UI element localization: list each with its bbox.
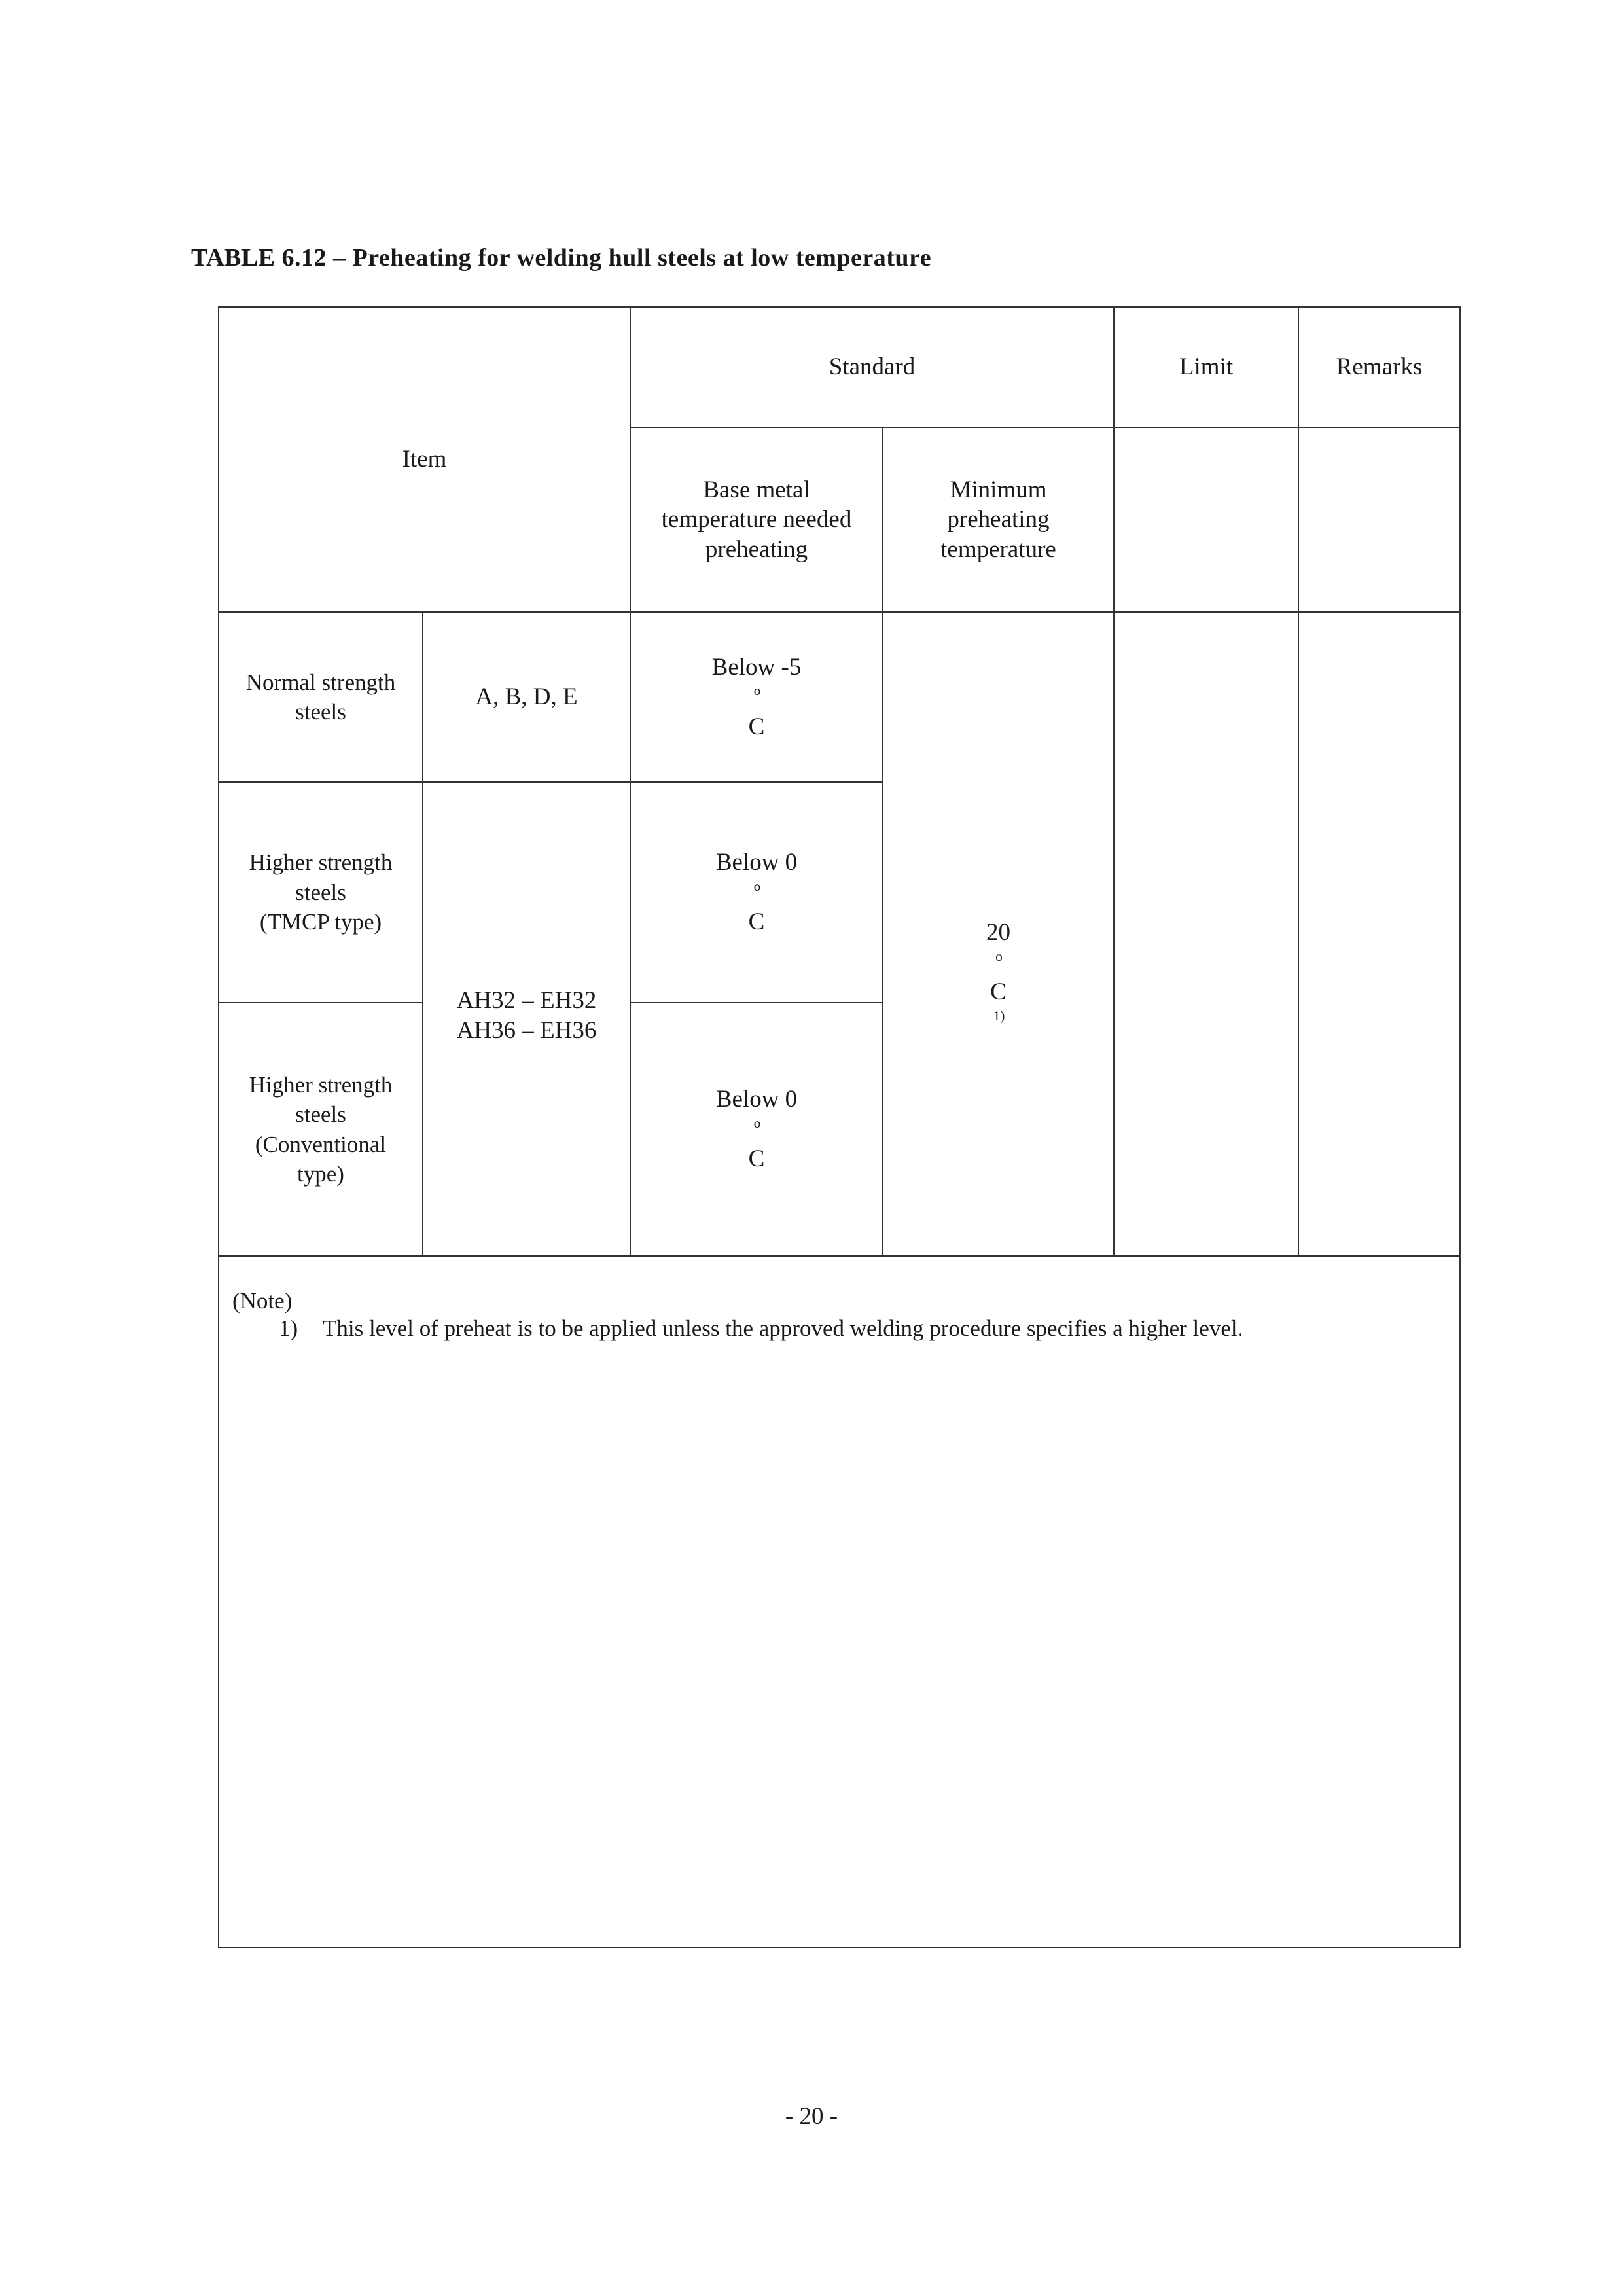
header-base-metal-temperature: Base metal temperature needed preheating — [661, 476, 852, 563]
row-conventional-base-temp: Below 0 $^o$ C — [715, 1086, 798, 1173]
rule-col-remarks — [1298, 306, 1299, 1256]
rule-table-body-bottom — [218, 1255, 1459, 1257]
header-item: Item — [402, 446, 447, 473]
header-minimum-preheating-temperature: Minimum preheating temperature — [940, 476, 1056, 563]
border-right — [1459, 306, 1461, 1948]
row-normal-strength-base-temp: Below -5 $^o$ C — [711, 653, 802, 740]
minimum-preheat-value: 20 $^o$ C $^{1)}$ — [986, 919, 1010, 1024]
header-standard: Standard — [829, 353, 916, 381]
row-conventional-item: Higher strength steels (Conventional type) — [249, 1071, 393, 1187]
header-remarks: Remarks — [1336, 353, 1423, 381]
border-bottom — [218, 1947, 1461, 1948]
row-tmcp-item: Higher strength steels (TMCP type) — [249, 850, 393, 935]
row-normal-strength-grades: A, B, D, E — [475, 683, 578, 711]
row-tmcp-base-temp: Below 0 $^o$ C — [715, 849, 798, 936]
rule-col-limit — [1113, 306, 1115, 1256]
note-text: This level of preheat is to be applied unless the approved welding procedure specifies a higher level. — [323, 1316, 1243, 1341]
row-normal-strength-item: Normal strength steels — [245, 669, 396, 725]
table-title: TABLE 6.12 – Preheating for welding hull steels at low temperature — [191, 244, 932, 272]
note-marker: 1) — [279, 1316, 298, 1341]
footnote-reference: 1) — [993, 1007, 1005, 1024]
page-number: - 20 - — [785, 2103, 838, 2130]
higher-strength-grades: AH32 – EH32 AH36 – EH36 — [456, 987, 597, 1044]
note-label: (Note) — [232, 1288, 293, 1314]
header-limit: Limit — [1179, 353, 1234, 381]
